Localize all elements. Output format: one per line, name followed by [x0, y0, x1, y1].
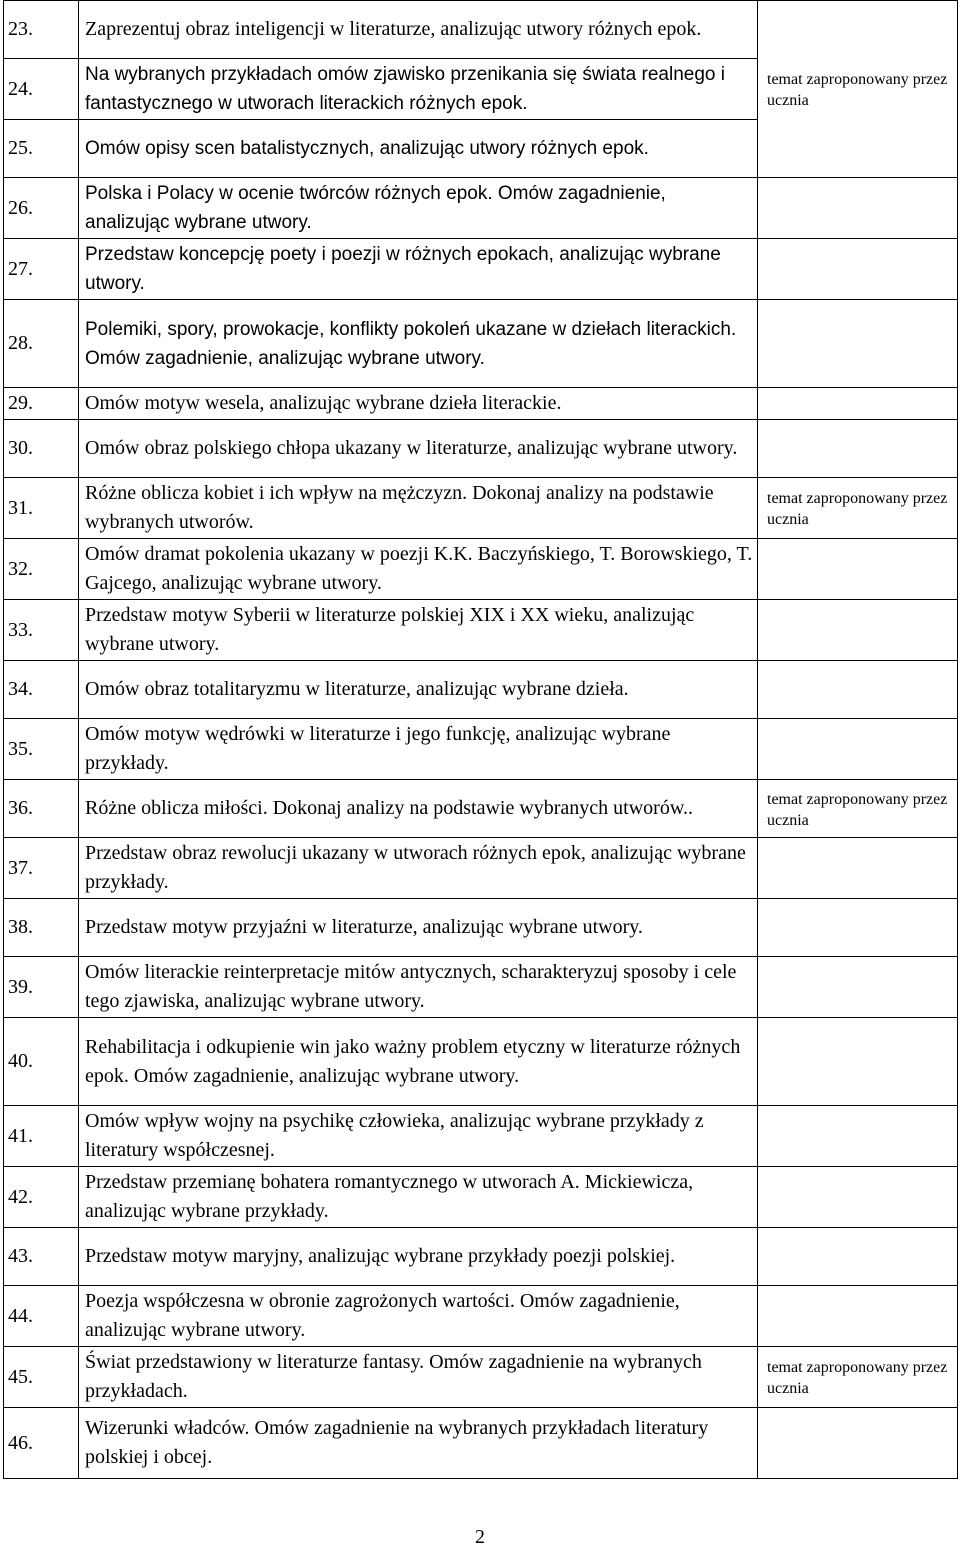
topic-number: 29. — [4, 388, 79, 420]
topic-text: Różne oblicza miłości. Dokonaj analizy na podstawie wybranych utworów.. — [79, 780, 758, 838]
table-row — [4, 239, 958, 300]
topic-text: Przedstaw motyw przyjaźni w literaturze, analizując wybrane utwory. — [79, 899, 758, 957]
table-row — [4, 420, 958, 478]
topic-text: Poezja współczesna w obronie zagrożonych wartości. Omów zagadnienie, analizując wybrane utwory. — [79, 1286, 758, 1347]
topic-text: Świat przedstawiony w literaturze fantasy. Omów zagadnienie na wybranych przykładach. — [79, 1347, 758, 1408]
table-row — [4, 388, 958, 420]
topic-number: 43. — [4, 1228, 79, 1286]
note-cell — [758, 780, 958, 838]
note-cell — [758, 539, 958, 600]
table-row — [4, 1228, 958, 1286]
note-cell — [758, 1408, 958, 1479]
topic-number: 34. — [4, 661, 79, 719]
table-row — [4, 600, 958, 661]
table-row — [4, 1408, 958, 1479]
topic-text: Przedstaw koncepcję poety i poezji w różnych epokach, analizując wybrane utwory. — [79, 239, 758, 300]
topic-number: 36. — [4, 780, 79, 838]
topic-number: 44. — [4, 1286, 79, 1347]
note-cell — [758, 420, 958, 478]
note-cell — [758, 600, 958, 661]
table-row — [4, 899, 958, 957]
note-cell — [758, 178, 958, 239]
table-row — [4, 661, 958, 719]
topic-text: Przedstaw przemianę bohatera romantycznego w utworach A. Mickiewicza, analizując wybrane przykłady. — [79, 1167, 758, 1228]
topic-text: Omów dramat pokolenia ukazany w poezji K.K. Baczyńskiego, T. Borowskiego, T. Gajcego, analizując wybrane utwory. — [79, 539, 758, 600]
note-cell — [758, 388, 958, 420]
topic-text: Omów motyw wędrówki w literaturze i jego funkcję, analizując wybrane przykłady. — [79, 719, 758, 780]
table-row — [4, 1106, 958, 1167]
topic-number: 23. — [4, 1, 79, 59]
topic-text: Na wybranych przykładach omów zjawisko przenikania się świata realnego i fantastycznego w utworach literackich różnych epok. — [79, 59, 758, 120]
note-text: temat zaproponowany przez ucznia — [767, 1359, 948, 1397]
topic-number: 39. — [4, 957, 79, 1018]
note-cell — [758, 239, 958, 300]
note-text: temat zaproponowany przez ucznia — [767, 490, 948, 528]
table-row — [4, 719, 958, 780]
topic-number: 30. — [4, 420, 79, 478]
note-cell — [758, 957, 958, 1018]
note-cell — [758, 300, 958, 388]
topic-text: Przedstaw motyw Syberii w literaturze polskiej XIX i XX wieku, analizując wybrane utwory. — [79, 600, 758, 661]
note-cell — [758, 899, 958, 957]
topic-number: 27. — [4, 239, 79, 300]
table-row — [4, 1347, 958, 1408]
note-cell — [758, 478, 958, 539]
table-row — [4, 539, 958, 600]
note-text: temat zaproponowany przez ucznia — [767, 71, 948, 109]
table-row — [4, 1167, 958, 1228]
note-cell — [758, 1, 958, 178]
topic-number: 31. — [4, 478, 79, 539]
topic-number: 38. — [4, 899, 79, 957]
topic-number: 24. — [4, 59, 79, 120]
topic-number: 37. — [4, 838, 79, 899]
topic-text: Omów obraz polskiego chłopa ukazany w literaturze, analizując wybrane utwory. — [79, 420, 758, 478]
table-row — [4, 1018, 958, 1106]
topic-text: Omów obraz totalitaryzmu w literaturze, analizując wybrane dzieła. — [79, 661, 758, 719]
table-row — [4, 957, 958, 1018]
topic-number: 28. — [4, 300, 79, 388]
table-row — [4, 178, 958, 239]
table-row — [4, 478, 958, 539]
note-cell — [758, 1286, 958, 1347]
note-cell — [758, 1228, 958, 1286]
page-number: 2 — [475, 1526, 485, 1548]
topic-number: 33. — [4, 600, 79, 661]
table-row — [4, 838, 958, 899]
table-row — [4, 300, 958, 388]
topic-text: Różne oblicza kobiet i ich wpływ na mężczyzn. Dokonaj analizy na podstawie wybranych utworów. — [79, 478, 758, 539]
topic-number: 32. — [4, 539, 79, 600]
topic-text: Rehabilitacja i odkupienie win jako ważny problem etyczny w literaturze różnych epok. Omów zagadnienie, analizując wybrane utwory. — [79, 1018, 758, 1106]
table-row — [4, 780, 958, 838]
note-cell — [758, 719, 958, 780]
topic-text: Omów wpływ wojny na psychikę człowieka, analizując wybrane przykłady z literatury współczesnej. — [79, 1106, 758, 1167]
note-cell — [758, 1018, 958, 1106]
topic-number: 45. — [4, 1347, 79, 1408]
topic-number: 41. — [4, 1106, 79, 1167]
topic-number: 46. — [4, 1408, 79, 1479]
note-cell — [758, 1106, 958, 1167]
topic-number: 26. — [4, 178, 79, 239]
topic-number: 35. — [4, 719, 79, 780]
topic-number: 25. — [4, 120, 79, 178]
topic-text: Przedstaw motyw maryjny, analizując wybrane przykłady poezji polskiej. — [79, 1228, 758, 1286]
topic-text: Wizerunki władców. Omów zagadnienie na wybranych przykładach literatury polskiej i obcej. — [79, 1408, 758, 1479]
note-cell — [758, 661, 958, 719]
topic-text: Przedstaw obraz rewolucji ukazany w utworach różnych epok, analizując wybrane przykłady. — [79, 838, 758, 899]
note-text: temat zaproponowany przez ucznia — [767, 790, 948, 829]
topic-number: 42. — [4, 1167, 79, 1228]
topic-text: Polska i Polacy w ocenie twórców różnych epok. Omów zagadnienie, analizując wybrane utwory. — [79, 178, 758, 239]
topic-text: Polemiki, spory, prowokacje, konflikty pokoleń ukazane w dziełach literackich. Omów zagadnienie, analizując wybrane utwory. — [79, 300, 758, 388]
table-row — [4, 1286, 958, 1347]
topic-number: 40. — [4, 1018, 79, 1106]
topic-text: Omów literackie reinterpretacje mitów antycznych, scharakteryzuj sposoby i cele tego zjawiska, analizując wybrane utwory. — [79, 957, 758, 1018]
note-cell — [758, 838, 958, 899]
topic-text: Zaprezentuj obraz inteligencji w literaturze, analizując utwory różnych epok. — [79, 1, 758, 59]
note-cell — [758, 1347, 958, 1408]
topic-text: Omów motyw wesela, analizując wybrane dzieła literackie. — [79, 388, 758, 420]
topic-text: Omów opisy scen batalistycznych, analizując utwory różnych epok. — [79, 120, 758, 178]
note-cell — [758, 1167, 958, 1228]
table-row — [4, 1, 958, 59]
topics-table — [3, 0, 958, 1479]
